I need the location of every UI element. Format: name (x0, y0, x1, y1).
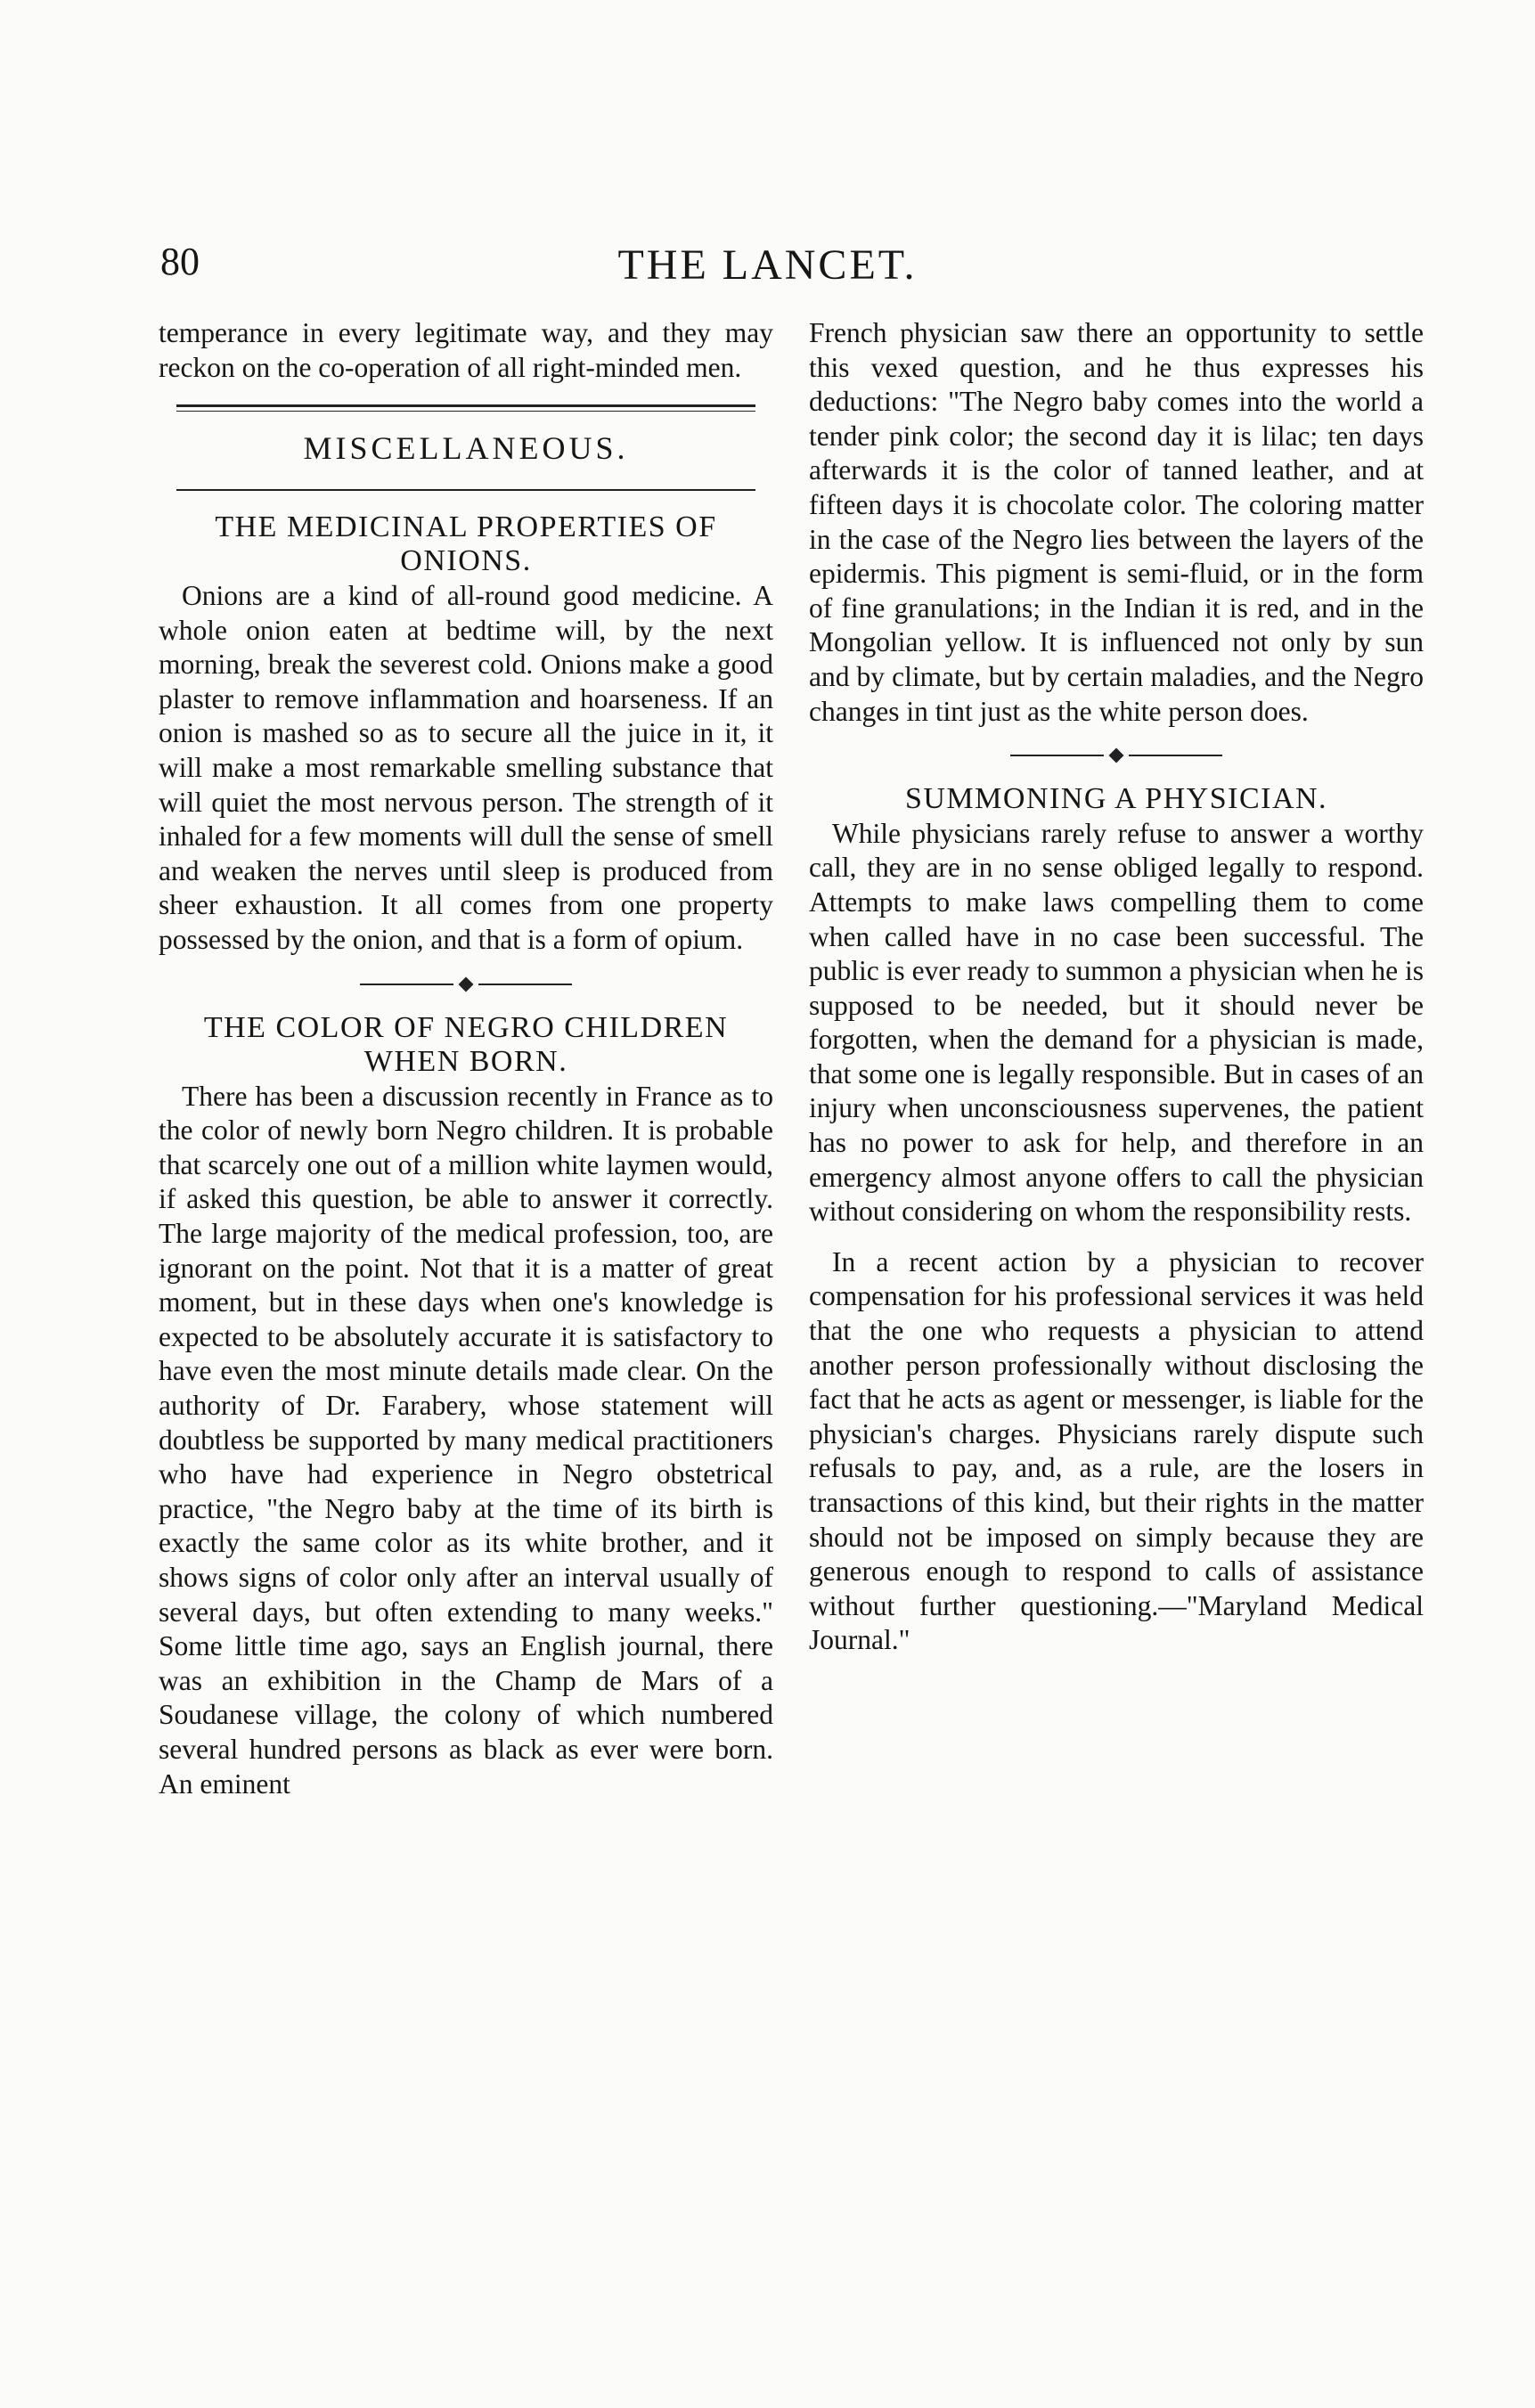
article-body-physician-1: While physicians rarely refuse to answer a worthy call, they are in no sense obliged legally to respond. Attempts to make laws compelling them to come when called have in no case been successful. The public is ever ready to summon a physician when he is supposed to be needed, but it should never be forgotten, when the demand for a physician is made, that some one is legally responsible. But in cases of an injury when unconsciousness supervenes, the patient has no power to ask for help, and therefore in an emergency almost anyone offers to call the physician without considering on whom the responsibility rests. (809, 817, 1424, 1228)
left-column (159, 316, 773, 1801)
article-body-negro-children: There has been a discussion recently in France as to the color of newly born Negro children. It is probable that scarcely one out of a million white laymen would, if asked this question, be able to answer it correctly. The large majority of the medical profession, too, are ignorant on the point. Not that it is a matter of great moment, but in these days when one's knowledge is expected to be absolutely accurate it is satisfactory to have even the most minute details made clear. On the authority of Dr. Farabery, whose statement will doubtless be supported by many medical practitioners who have had experience in Negro obstetrical practice, "the Negro baby at the time of its birth is exactly the same color as its white brother, and it shows signs of color only after an interval usually of several days, but often extending to many weeks." Some little time ago, says an English journal, there was an exhibition in the Champ de Mars of a Soudanese village, the colony of which numbered several hundred persons as black as ever were born. An eminent (159, 1080, 773, 1800)
page-number: 80 (160, 240, 200, 283)
department-heading: MISCELLANEOUS. (303, 430, 629, 467)
article-title-onions: THE MEDICINAL PROPERTIES OF ONIONS. (215, 510, 717, 578)
article-title-physician: SUMMONING A PHYSICIAN. (904, 782, 1328, 816)
journal-title: THE LANCET. (617, 241, 918, 289)
ornament-divider (159, 977, 773, 992)
right-column (809, 316, 1424, 1658)
double-rule-divider (176, 404, 755, 412)
continued-paragraph: French physician saw there an opportunity to settle this vexed question, and he thus expresses his deductions: "The Negro baby comes into the world a tender pink color; the second day it is lilac; ten days afterwards it is the color of tanned leather, and at fifteen days it is chocolate color. The coloring matter in the case of the Negro lies between the layers of the epidermis. This pigment is semi-fluid, or in the form of fine granulations; in the Indian it is red, and in the Mongolian yellow. It is influenced not only by sun and by climate, but by certain maladies, and the Negro changes in tint just as the white person does. (809, 317, 1424, 727)
rule-divider (176, 489, 755, 491)
article-body-physician-2: In a recent action by a physician to recover compensation for his professional services it was held that the one who requests a physician to attend another person professionally without disclosing the fact that he acts as agent or messenger, is liable for the physician's charges. Physicians rarely dispute such refusals to pay, and, as a rule, are the losers in transactions of this kind, but their rights in the matter should not be imposed on simply because they are generous enough to respond to calls of assistance without further questioning.—"Maryland Medical Journal." (809, 1245, 1424, 1656)
continued-paragraph: temperance in every legitimate way, and they may reckon on the co-operation of all right-minded men. (159, 317, 773, 383)
ornament-divider (809, 748, 1424, 763)
article-title-negro-children: THE COLOR OF NEGRO CHILDREN WHEN BORN. (203, 1010, 729, 1079)
article-body-onions: Onions are a kind of all-round good medicine. A whole onion eaten at bedtime will, by the next morning, break the severest cold. Onions make a good plaster to remove inflammation and hoarseness. If an onion is mashed so as to secure all the juice in it, it will make a most remarkable smelling substance that will quiet the most nervous person. The strength of it inhaled for a few moments will dull the sense of smell and weaken the nerves until sleep is produced from sheer exhaustion. It all comes from one property possessed by the onion, and that is a form of opium. (159, 579, 773, 955)
